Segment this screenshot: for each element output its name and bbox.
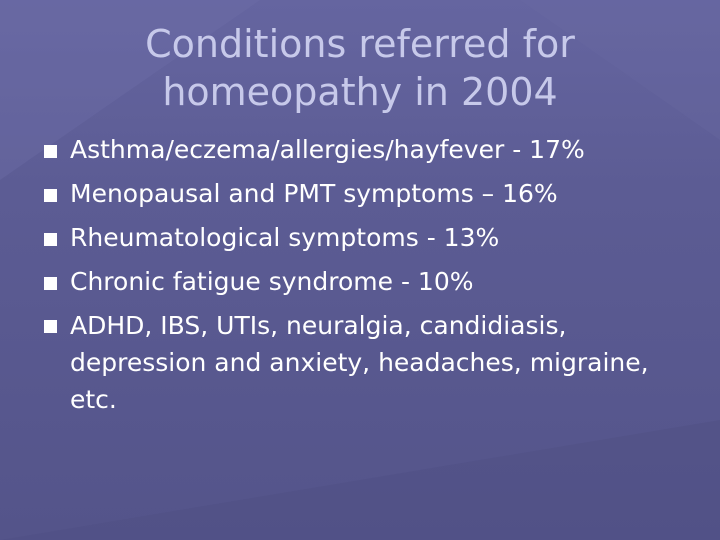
bullet-item: [42, 172, 702, 216]
square-bullet-icon: [44, 233, 57, 246]
decor-wedge-bottom: [0, 420, 720, 540]
bullet-item: [42, 260, 702, 304]
bullet-list: [42, 128, 702, 418]
square-bullet-icon: [44, 189, 57, 202]
slide-title-line-2: homeopathy in 2004: [162, 70, 558, 114]
square-bullet-icon: [44, 145, 57, 158]
slide-title-line-1: Conditions referred for: [145, 22, 575, 66]
bullet-text: Asthma/eczema/allergies/hayfever - 17%: [70, 135, 585, 164]
square-bullet-icon: [44, 320, 57, 333]
bullet-item: [42, 216, 702, 260]
bullet-text: Menopausal and PMT symptoms – 16%: [70, 179, 558, 208]
bullet-item: [42, 128, 702, 172]
slide-title: [60, 20, 660, 116]
bullet-text: Rheumatological symptoms - 13%: [70, 223, 500, 252]
bullet-item: [42, 307, 702, 418]
bullet-text: Chronic fatigue syndrome - 10%: [70, 267, 474, 296]
square-bullet-icon: [44, 277, 57, 290]
bullet-text: ADHD, IBS, UTIs, neuralgia, candidiasis, depression and anxiety, headaches, migraine, etc.: [70, 311, 649, 414]
